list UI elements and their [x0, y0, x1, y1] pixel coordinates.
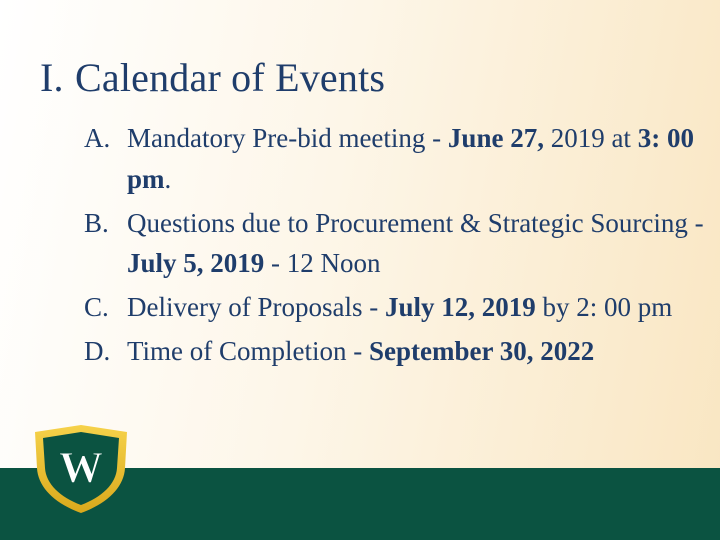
university-shield-logo	[32, 424, 130, 514]
item-date: September 30, 2022	[369, 336, 595, 366]
item-marker: C.	[84, 292, 109, 322]
item-date: July 5, 2019	[127, 248, 265, 278]
event-item-a	[84, 118, 704, 199]
event-list	[84, 118, 704, 375]
item-text: by 2: 00 pm	[535, 292, 673, 322]
item-text: Time of Completion -	[127, 336, 370, 366]
logo-letter: W	[59, 443, 103, 492]
item-marker: D.	[84, 336, 111, 366]
page-title	[40, 54, 385, 101]
title-text: Calendar of Events	[75, 55, 386, 100]
item-text: - 12 Noon	[264, 248, 381, 278]
item-text: Questions due to Procurement & Strategic Sourcing -	[127, 207, 704, 238]
event-item-d	[84, 331, 704, 372]
item-text: Mandatory Pre-bid meeting -	[127, 123, 448, 153]
item-marker: A.	[84, 123, 111, 153]
item-date: June 27,	[447, 123, 544, 153]
item-date: July 12, 2019	[384, 292, 536, 322]
item-time: 3: 00 pm	[127, 123, 694, 194]
title-number: I.	[40, 55, 64, 100]
event-item-b	[84, 203, 704, 284]
item-marker: B.	[84, 207, 109, 238]
item-text: 2019 at	[543, 123, 638, 153]
item-text: .	[164, 163, 172, 194]
event-item-c	[84, 287, 704, 328]
item-text: Delivery of Proposals -	[127, 292, 385, 322]
